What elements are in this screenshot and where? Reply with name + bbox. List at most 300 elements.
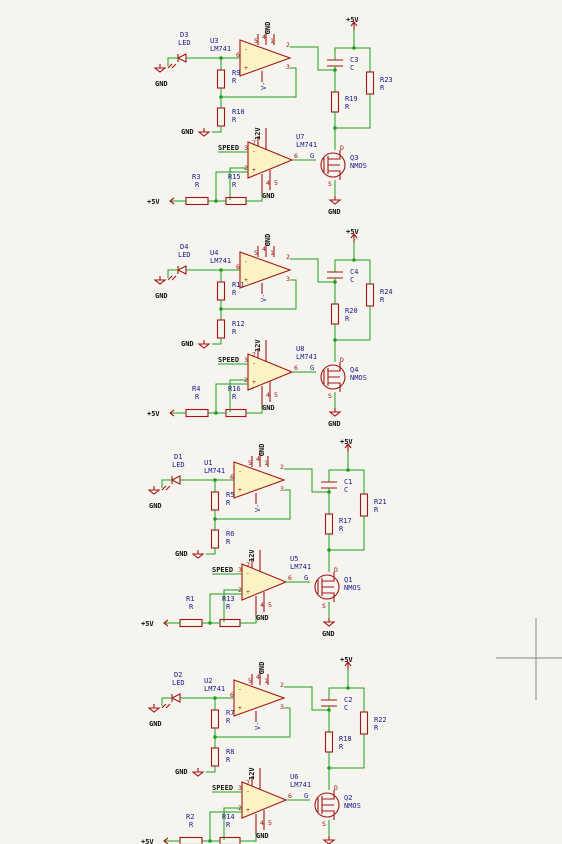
r-in2-value: R <box>232 393 237 401</box>
gnd-label-fet: GND <box>328 420 341 428</box>
opamp-plus-sign: + <box>246 806 250 814</box>
gnd-label-bottom: GND <box>262 404 275 412</box>
fet-ref: Q4 <box>350 366 359 374</box>
cap-value: C <box>344 486 349 494</box>
pin-4-top: 4 <box>256 455 260 463</box>
r-in-value: R <box>189 603 194 611</box>
gate-label: G <box>310 364 315 372</box>
opamp-plus-sign: + <box>246 588 250 596</box>
pin-5-bottom: 5 <box>268 601 272 609</box>
wire <box>168 58 240 66</box>
opamp-plus-sign: + <box>244 276 248 284</box>
opamp-minus-sign: - <box>244 45 248 53</box>
cap-ref: C3 <box>350 56 359 64</box>
r-in-ref: R1 <box>186 595 195 603</box>
nmos-icon <box>315 790 339 820</box>
r-fb-ref: R7 <box>226 709 235 717</box>
pin-out-bottom: 6 <box>294 152 298 160</box>
opamp-minus-sign: - <box>246 787 250 795</box>
pin-4-bottom: 4 <box>266 179 270 187</box>
junction-dot <box>219 268 223 272</box>
opamp-minus-sign: - <box>252 359 256 367</box>
r-fb-value: R <box>226 717 231 725</box>
gnd-label-r: GND <box>175 550 188 558</box>
pin-4-top: 4 <box>262 33 266 41</box>
pin-4-bottom: 4 <box>266 391 270 399</box>
r-fb-value: R <box>226 499 231 507</box>
gnd-label-r: GND <box>175 768 188 776</box>
stage-1 <box>147 16 393 216</box>
gate-label: G <box>310 152 315 160</box>
pin-inv-bottom: 2 <box>244 164 248 172</box>
ground-icon <box>155 276 165 284</box>
resistor-in <box>180 620 202 627</box>
resistor-in2 <box>226 410 246 417</box>
junction-dot <box>327 490 331 494</box>
ground-icon <box>324 836 334 844</box>
r-par-value: R <box>374 724 379 732</box>
opamp-bottom-ref: U6 <box>290 773 299 781</box>
junction-dot <box>346 468 350 472</box>
opamp-plus-sign: + <box>238 486 242 494</box>
r-series-value: R <box>345 103 350 111</box>
resistor-in2 <box>220 620 240 627</box>
ground-glyph <box>199 128 209 136</box>
fet-ref: Q2 <box>344 794 353 802</box>
r-in2-ref: R13 <box>222 595 235 603</box>
led-value: LED <box>172 461 185 469</box>
pin-inv-bottom: 2 <box>238 804 242 812</box>
resistor-par <box>361 494 368 516</box>
resistor-series <box>326 732 333 752</box>
ground-icon <box>330 196 340 204</box>
opamp-top-model: LM741 <box>204 467 226 475</box>
pin-7-bottom: 7 <box>246 561 250 569</box>
led-emission-arrows <box>162 704 170 708</box>
r-in-ref: R3 <box>192 173 201 181</box>
gnd-label-r: GND <box>181 128 194 136</box>
ground-icon <box>324 618 334 626</box>
led-icon <box>162 694 180 708</box>
supply-label: 12V <box>254 339 262 352</box>
pin-inv-top: 6 <box>230 691 234 699</box>
ground-icon <box>193 550 203 558</box>
wire <box>162 480 234 488</box>
led-ref: D2 <box>174 671 183 679</box>
resistor-in <box>186 410 208 417</box>
r-in2-value: R <box>232 181 237 189</box>
r-in2-ref: R16 <box>228 385 241 393</box>
pin-1-top: 1 <box>264 459 268 467</box>
led-ref: D3 <box>180 31 189 39</box>
speed-label: SPEED <box>212 566 234 574</box>
gnd-label-led: GND <box>149 720 162 728</box>
r-fb-ref: R9 <box>232 69 241 77</box>
r-in2-value: R <box>226 603 231 611</box>
fet-value: NMOS <box>344 802 361 810</box>
opamp-plus-sign: + <box>252 166 256 174</box>
led-value: LED <box>178 251 191 259</box>
resistor-in <box>186 198 208 205</box>
opamp-top-ref: U1 <box>204 459 213 467</box>
pin-in-bottom: 3 <box>244 144 248 152</box>
ground-glyph <box>324 618 334 626</box>
crosshair-cursor <box>496 618 562 700</box>
drain-pin: D <box>334 784 338 792</box>
led-glyph <box>178 266 186 274</box>
opamp-bottom-ref: U8 <box>296 345 305 353</box>
speed-label: SPEED <box>212 784 234 792</box>
r-fb-value: R <box>232 77 237 85</box>
gnd-label-top: GND <box>258 661 266 675</box>
cap-ref: C4 <box>350 268 359 276</box>
pin-out-top: 2 <box>286 253 290 261</box>
vcc-label-bottom: +5V <box>141 838 154 844</box>
pin-out-top: 2 <box>280 463 284 471</box>
gnd-label-led: GND <box>155 292 168 300</box>
r-fb-ref: R11 <box>232 281 245 289</box>
wire <box>206 766 215 772</box>
led-icon <box>162 476 180 490</box>
gnd-label-led: GND <box>155 80 168 88</box>
nmos-icon <box>315 572 339 602</box>
nmos-icon <box>321 150 345 180</box>
opamp-bottom-model: LM741 <box>296 353 318 361</box>
ground-icon <box>193 768 203 776</box>
wire <box>162 698 234 706</box>
pin-7-bottom: 7 <box>246 779 250 787</box>
source-pin: S <box>322 820 326 828</box>
led-glyph <box>178 54 186 62</box>
wire <box>212 126 221 132</box>
pin-4-bottom: 4 <box>260 819 264 827</box>
resistor-series <box>332 304 339 324</box>
led-ref: D4 <box>180 243 189 251</box>
r-in-value: R <box>195 181 200 189</box>
fet-ref: Q3 <box>350 154 359 162</box>
resistor-in2 <box>220 838 240 844</box>
r-par-ref: R24 <box>380 288 393 296</box>
resistor-gnd <box>218 108 225 126</box>
pin-7-bottom: 7 <box>252 351 256 359</box>
junction-dot <box>346 686 350 690</box>
ground-glyph <box>199 340 209 348</box>
gnd-label-led: GND <box>149 502 162 510</box>
pin-inv-top: 6 <box>236 51 240 59</box>
gnd-label-top: GND <box>258 443 266 457</box>
r-series-ref: R18 <box>339 735 352 743</box>
ground-glyph <box>330 196 340 204</box>
ground-glyph <box>155 276 165 284</box>
stage-2 <box>147 228 393 428</box>
r-par-ref: R21 <box>374 498 387 506</box>
source-pin: S <box>322 602 326 610</box>
fet-value: NMOS <box>350 374 367 382</box>
pin-4-top: 4 <box>256 673 260 681</box>
vcc-label-top: +5V <box>340 656 353 664</box>
led-value: LED <box>178 39 191 47</box>
opamp-plus-sign: + <box>252 378 256 386</box>
r-fb-value: R <box>232 289 237 297</box>
r-par-ref: R23 <box>380 76 393 84</box>
r-series-ref: R19 <box>345 95 358 103</box>
pin-inv-bottom: 2 <box>238 586 242 594</box>
resistor-par <box>367 284 374 306</box>
r-par-value: R <box>374 506 379 514</box>
pin-5-bottom: 5 <box>274 179 278 187</box>
junction-dot <box>327 766 331 770</box>
led-glyph <box>172 476 180 484</box>
led-icon <box>168 54 186 68</box>
led-ref: D1 <box>174 453 183 461</box>
supply-label: 12V <box>248 767 256 780</box>
vcc-label-bottom: +5V <box>147 198 160 206</box>
capacitor-plates <box>327 272 343 278</box>
pin-5-bottom: 5 <box>268 819 272 827</box>
pin-4-bottom: 4 <box>260 601 264 609</box>
gnd-label-top: GND <box>264 233 272 247</box>
drain-pin: D <box>340 144 344 152</box>
r-par-value: R <box>380 296 385 304</box>
resistor-series <box>332 92 339 112</box>
vminus-label: V- <box>260 293 268 302</box>
fet-value: NMOS <box>344 584 361 592</box>
stage-3 <box>141 438 387 638</box>
ground-glyph <box>330 408 340 416</box>
vminus-label: V- <box>254 721 262 730</box>
opamp-minus-sign: - <box>238 467 242 475</box>
opamp-bottom-ref: U7 <box>296 133 305 141</box>
opamp-top-model: LM741 <box>204 685 226 693</box>
junction-dot <box>333 126 337 130</box>
resistor-fb <box>212 492 219 510</box>
junction-dot <box>213 696 217 700</box>
pin-in-top: 3 <box>286 63 290 71</box>
gnd-label-top: GND <box>264 21 272 35</box>
r-series-ref: R20 <box>345 307 358 315</box>
wire <box>168 270 240 278</box>
opamp-minus-sign: - <box>252 147 256 155</box>
ground-icon <box>155 64 165 72</box>
pin-out-bottom: 6 <box>288 574 292 582</box>
resistor-gnd <box>212 748 219 766</box>
cap-value: C <box>350 276 355 284</box>
pin-5-top: 5 <box>254 249 258 257</box>
junction-dot <box>333 280 337 284</box>
pin-in-bottom: 3 <box>238 566 242 574</box>
opamp-bottom-model: LM741 <box>290 781 312 789</box>
vcc-label-bottom: +5V <box>147 410 160 418</box>
r-gnd-ref: R8 <box>226 748 235 756</box>
pin-out-top: 2 <box>286 41 290 49</box>
vminus-label: V- <box>260 81 268 90</box>
r-gnd-ref: R10 <box>232 108 245 116</box>
opamp-top-ref: U3 <box>210 37 219 45</box>
led-value: LED <box>172 679 185 687</box>
pin-out-bottom: 6 <box>288 792 292 800</box>
cap-value: C <box>344 704 349 712</box>
vcc-label-top: +5V <box>346 228 359 236</box>
fet-ref: Q1 <box>344 576 353 584</box>
resistor-par <box>367 72 374 94</box>
ground-glyph <box>324 836 334 844</box>
fet-value: NMOS <box>350 162 367 170</box>
junction-dot <box>333 338 337 342</box>
junction-dot <box>352 46 356 50</box>
capacitor-plates <box>321 482 337 488</box>
led-glyph <box>172 694 180 702</box>
r-in2-value: R <box>226 821 231 829</box>
cap-ref: C1 <box>344 478 353 486</box>
opamp-top-ref: U2 <box>204 677 213 685</box>
drain-pin: D <box>340 356 344 364</box>
speed-label: SPEED <box>218 356 240 364</box>
r-par-ref: R22 <box>374 716 387 724</box>
ground-glyph <box>149 704 159 712</box>
opamp-top-model: LM741 <box>210 257 232 265</box>
ground-icon <box>330 408 340 416</box>
speed-label: SPEED <box>218 144 240 152</box>
r-gnd-value: R <box>232 328 237 336</box>
pin-in-bottom: 3 <box>238 784 242 792</box>
pin-7-bottom: 7 <box>252 139 256 147</box>
capacitor-plates <box>327 60 343 66</box>
junction-dot <box>333 68 337 72</box>
r-fb-ref: R5 <box>226 491 235 499</box>
ground-glyph <box>193 550 203 558</box>
opamp-bottom-ref: U5 <box>290 555 299 563</box>
pin-in-top: 3 <box>286 275 290 283</box>
pin-1-top: 1 <box>270 249 274 257</box>
vcc-label-top: +5V <box>340 438 353 446</box>
opamp-plus-sign: + <box>244 64 248 72</box>
r-in2-ref: R14 <box>222 813 235 821</box>
led-emission-arrows <box>168 64 176 68</box>
resistor-in2 <box>226 198 246 205</box>
opamp-minus-sign: - <box>238 685 242 693</box>
cap-value: C <box>350 64 355 72</box>
resistor-fb <box>218 70 225 88</box>
pin-5-top: 5 <box>254 37 258 45</box>
r-series-value: R <box>339 525 344 533</box>
supply-label: 12V <box>254 127 262 140</box>
supply-label: 12V <box>248 549 256 562</box>
pin-4-top: 4 <box>262 245 266 253</box>
pin-inv-bottom: 2 <box>244 376 248 384</box>
pin-in-top: 3 <box>280 703 284 711</box>
r-in-value: R <box>195 393 200 401</box>
pin-in-top: 3 <box>280 485 284 493</box>
gnd-label-r: GND <box>181 340 194 348</box>
vminus-label: V- <box>254 503 262 512</box>
opamp-minus-sign: - <box>246 569 250 577</box>
wire <box>206 548 215 554</box>
pin-inv-top: 6 <box>230 473 234 481</box>
r-gnd-ref: R12 <box>232 320 245 328</box>
r-gnd-value: R <box>226 538 231 546</box>
pin-inv-top: 6 <box>236 263 240 271</box>
junction-dot <box>213 478 217 482</box>
r-in-ref: R2 <box>186 813 195 821</box>
opamp-top-ref: U4 <box>210 249 219 257</box>
r-series-value: R <box>339 743 344 751</box>
opamp-bottom-model: LM741 <box>290 563 312 571</box>
vcc-label-top: +5V <box>346 16 359 24</box>
opamp-bottom-model: LM741 <box>296 141 318 149</box>
led-emission-arrows <box>168 276 176 280</box>
opamp-top-model: LM741 <box>210 45 232 53</box>
ground-glyph <box>149 486 159 494</box>
r-series-value: R <box>345 315 350 323</box>
r-in-value: R <box>189 821 194 829</box>
pin-5-top: 5 <box>248 459 252 467</box>
r-in-ref: R4 <box>192 385 201 393</box>
junction-dot <box>327 548 331 552</box>
resistor-gnd <box>212 530 219 548</box>
r-gnd-value: R <box>226 756 231 764</box>
pin-out-bottom: 6 <box>294 364 298 372</box>
gnd-label-bottom: GND <box>256 832 269 840</box>
r-in2-ref: R15 <box>228 173 241 181</box>
r-par-value: R <box>380 84 385 92</box>
pin-5-top: 5 <box>248 677 252 685</box>
pin-out-top: 2 <box>280 681 284 689</box>
pin-1-top: 1 <box>264 677 268 685</box>
gate-label: G <box>304 574 309 582</box>
resistor-fb <box>212 710 219 728</box>
source-pin: S <box>328 180 332 188</box>
ground-icon <box>199 340 209 348</box>
resistor-in <box>180 838 202 844</box>
ground-icon <box>199 128 209 136</box>
r-gnd-value: R <box>232 116 237 124</box>
gate-label: G <box>304 792 309 800</box>
junction-dot <box>219 56 223 60</box>
stage-4 <box>141 656 387 844</box>
resistor-series <box>326 514 333 534</box>
pin-in-bottom: 3 <box>244 356 248 364</box>
gnd-label-fet: GND <box>328 208 341 216</box>
led-icon <box>168 266 186 280</box>
r-gnd-ref: R6 <box>226 530 235 538</box>
capacitor-plates <box>321 700 337 706</box>
nmos-icon <box>321 362 345 392</box>
drain-pin: D <box>334 566 338 574</box>
gnd-label-bottom: GND <box>256 614 269 622</box>
resistor-gnd <box>218 320 225 338</box>
pin-1-top: 1 <box>270 37 274 45</box>
opamp-minus-sign: - <box>244 257 248 265</box>
led-emission-arrows <box>162 486 170 490</box>
resistor-fb <box>218 282 225 300</box>
resistor-par <box>361 712 368 734</box>
r-series-ref: R17 <box>339 517 352 525</box>
ground-glyph <box>155 64 165 72</box>
ground-icon <box>149 704 159 712</box>
gnd-label-bottom: GND <box>262 192 275 200</box>
ground-glyph <box>193 768 203 776</box>
source-pin: S <box>328 392 332 400</box>
pin-5-bottom: 5 <box>274 391 278 399</box>
wire <box>212 338 221 344</box>
cap-ref: C2 <box>344 696 353 704</box>
opamp-plus-sign: + <box>238 704 242 712</box>
gnd-label-fet: GND <box>322 630 335 638</box>
ground-icon <box>149 486 159 494</box>
junction-dot <box>327 708 331 712</box>
vcc-label-bottom: +5V <box>141 620 154 628</box>
junction-dot <box>352 258 356 262</box>
